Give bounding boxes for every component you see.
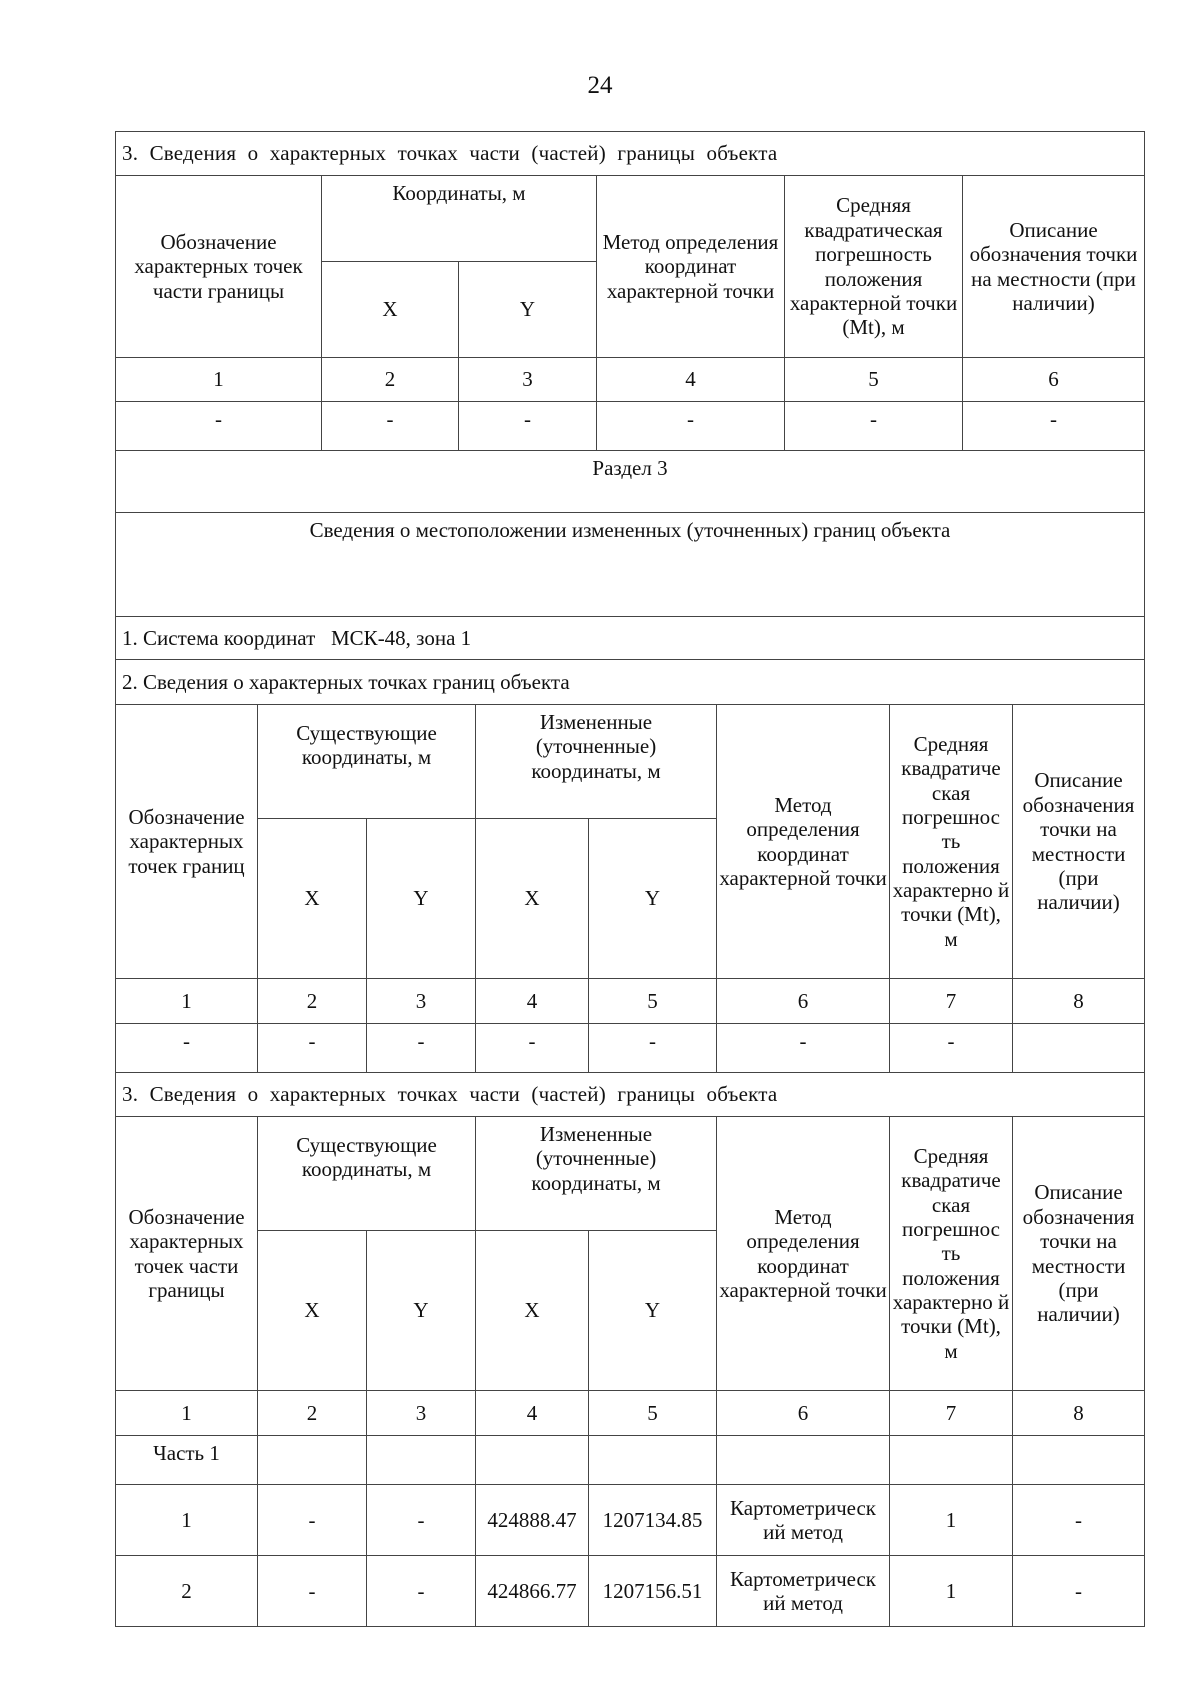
table-cell: - — [785, 402, 963, 451]
column-number: 8 — [1013, 1391, 1145, 1436]
header-x: X — [258, 819, 367, 979]
table-section-a — [115, 131, 1145, 705]
table-cell: - — [258, 1485, 367, 1556]
table-cell: - — [717, 1024, 890, 1073]
table-cell: - — [116, 402, 322, 451]
part-label: Часть 1 — [116, 1436, 258, 1485]
table-cell: - — [322, 402, 459, 451]
table-row — [116, 1485, 1145, 1556]
header-x: X — [476, 1231, 589, 1391]
table-cell: - — [597, 402, 785, 451]
column-number: 6 — [717, 979, 890, 1024]
column-number: 8 — [1013, 979, 1145, 1024]
column-number: 6 — [717, 1391, 890, 1436]
header-y: Y — [589, 819, 717, 979]
column-number: 2 — [258, 1391, 367, 1436]
table-cell: 1 — [890, 1556, 1013, 1627]
table-cell — [589, 1436, 717, 1485]
table-cell: - — [367, 1485, 476, 1556]
table-cell: - — [963, 402, 1145, 451]
table-cell: - — [258, 1556, 367, 1627]
column-number: 4 — [597, 358, 785, 402]
column-number: 3 — [367, 979, 476, 1024]
header-changed: Измененные (уточненные) координаты, м — [476, 1117, 717, 1231]
table-cell: - — [1013, 1485, 1145, 1556]
table-cell: 2 — [116, 1556, 258, 1627]
header-existing: Существующие координаты, м — [258, 705, 476, 819]
table-cell: 424888.47 — [476, 1485, 589, 1556]
header-error: Средняя квадратиче ская погрешнос ть положения характерно й точки (Mt), м — [890, 1117, 1013, 1391]
document-body — [115, 131, 1144, 1627]
header-y: Y — [367, 1231, 476, 1391]
section-c-title: 3. Сведения о характерных точках части (частей) границы объекта — [116, 1073, 1145, 1117]
header-existing: Существующие координаты, м — [258, 1117, 476, 1231]
table-cell — [717, 1436, 890, 1485]
header-description: Описание обозначения точки на местности (при наличии) — [1013, 705, 1145, 979]
table-row — [116, 1024, 1145, 1073]
column-number: 7 — [890, 1391, 1013, 1436]
header-designation: Обозначение характерных точек границ — [116, 705, 258, 979]
table-cell: - — [589, 1024, 717, 1073]
page-number: 24 — [587, 72, 613, 99]
header-error: Средняя квадратическая погрешность положения характерной точки (Mt), м — [785, 176, 963, 358]
table-cell — [1013, 1436, 1145, 1485]
column-number: 2 — [258, 979, 367, 1024]
table-cell: - — [476, 1024, 589, 1073]
table-cell: - — [459, 402, 597, 451]
column-number: 6 — [963, 358, 1145, 402]
column-number: 4 — [476, 979, 589, 1024]
table-cell — [476, 1436, 589, 1485]
section-b-title: 2. Сведения о характерных точках границ объекта — [116, 660, 1145, 705]
column-number: 1 — [116, 1391, 258, 1436]
column-number: 7 — [890, 979, 1013, 1024]
column-number: 2 — [322, 358, 459, 402]
table-section-bc — [115, 704, 1145, 1627]
table-cell: - — [258, 1024, 367, 1073]
header-y: Y — [589, 1231, 717, 1391]
column-number: 1 — [116, 979, 258, 1024]
header-y: Y — [367, 819, 476, 979]
table-cell: - — [367, 1556, 476, 1627]
table-cell: 1 — [890, 1485, 1013, 1556]
header-description: Описание обозначения точки на местности (при наличии) — [1013, 1117, 1145, 1391]
column-number: 1 — [116, 358, 322, 402]
table-cell: 1207134.85 — [589, 1485, 717, 1556]
table-cell — [258, 1436, 367, 1485]
table-row — [116, 1436, 1145, 1485]
column-number: 3 — [459, 358, 597, 402]
razdel-heading: Раздел 3 — [116, 451, 1145, 513]
column-number: 5 — [589, 1391, 717, 1436]
header-x: X — [476, 819, 589, 979]
table-cell: 1207156.51 — [589, 1556, 717, 1627]
table-cell: 1 — [116, 1485, 258, 1556]
header-error: Средняя квадратиче ская погрешнос ть положения характерно й точки (Mt), м — [890, 705, 1013, 979]
table-cell: - — [1013, 1556, 1145, 1627]
table-cell — [890, 1436, 1013, 1485]
table-cell: - — [116, 1024, 258, 1073]
column-number: 3 — [367, 1391, 476, 1436]
table-row — [116, 1556, 1145, 1627]
table-row — [116, 402, 1145, 451]
column-number: 4 — [476, 1391, 589, 1436]
table-cell: - — [890, 1024, 1013, 1073]
header-method: Метод определения координат характерной точки — [717, 1117, 890, 1391]
table-cell: Картометрическ ий метод — [717, 1485, 890, 1556]
table-cell: 424866.77 — [476, 1556, 589, 1627]
header-coordinates: Координаты, м — [322, 176, 597, 262]
table-cell — [367, 1436, 476, 1485]
header-x: X — [258, 1231, 367, 1391]
section-a-title: 3. Сведения о характерных точках части (частей) границы объекта — [116, 132, 1145, 176]
column-number: 5 — [785, 358, 963, 402]
razdel-title: Сведения о местоположении измененных (уточненных) границ объекта — [116, 513, 1145, 617]
coord-system: 1. Система координат МСК-48, зона 1 — [116, 617, 1145, 660]
header-description: Описание обозначения точки на местности (при наличии) — [963, 176, 1145, 358]
header-y: Y — [459, 262, 597, 358]
table-cell — [1013, 1024, 1145, 1073]
column-number: 5 — [589, 979, 717, 1024]
header-method: Метод определения координат характерной точки — [597, 176, 785, 358]
header-designation: Обозначение характерных точек части границы — [116, 1117, 258, 1391]
header-method: Метод определения координат характерной точки — [717, 705, 890, 979]
table-cell: - — [367, 1024, 476, 1073]
header-x: X — [322, 262, 459, 358]
header-designation: Обозначение характерных точек части границы — [116, 176, 322, 358]
header-changed: Измененные (уточненные) координаты, м — [476, 705, 717, 819]
table-cell: Картометрическ ий метод — [717, 1556, 890, 1627]
